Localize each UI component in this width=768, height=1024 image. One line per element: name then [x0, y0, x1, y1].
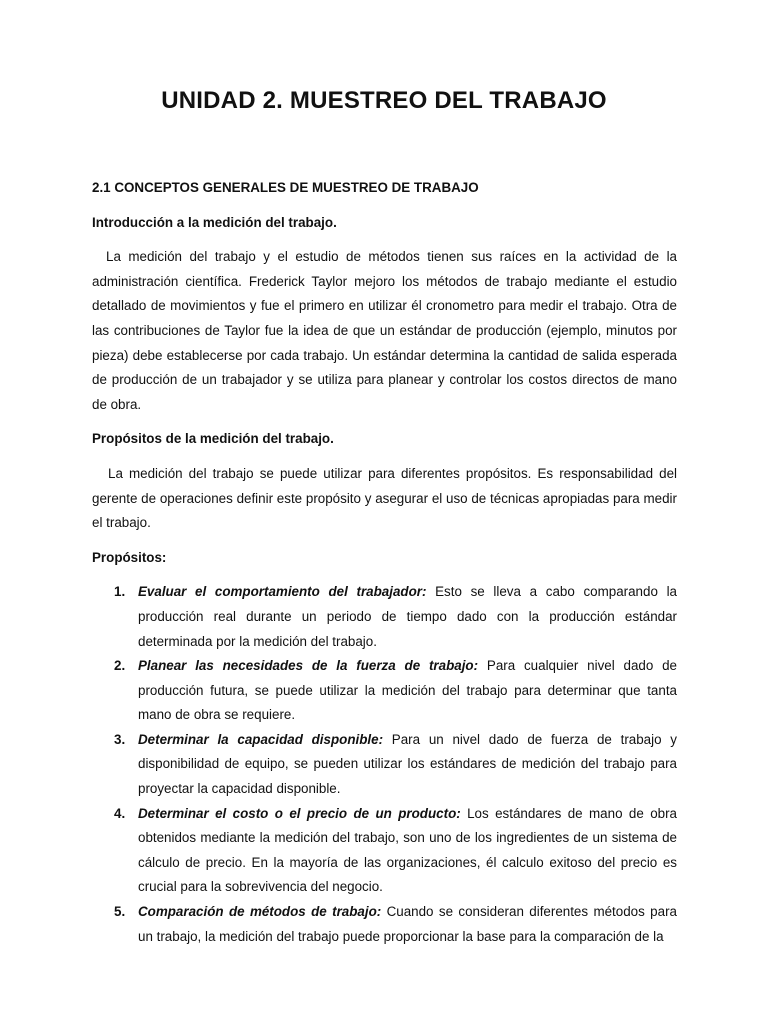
- document-body: [92, 176, 677, 949]
- section-heading: 2.1 CONCEPTOS GENERALES DE MUESTREO DE TRABAJO: [92, 180, 479, 195]
- list-item-number: 3.: [114, 731, 126, 747]
- document-title: UNIDAD 2. MUESTREO DEL TRABAJO: [161, 87, 607, 114]
- list-item-lead: Comparación de métodos de trabajo:: [138, 904, 387, 920]
- list-item-number: 1.: [114, 584, 126, 600]
- list-item: [92, 802, 677, 900]
- list-item-lead: Planear las necesidades de la fuerza de trabajo:: [138, 658, 487, 674]
- list-item-text: Cuando se consideran diferentes métodos para un trabajo, la medición del trabajo puede proporcionar la base para la comparación de la: [138, 904, 677, 944]
- list-item: [92, 728, 677, 802]
- purposes-list: [92, 580, 677, 949]
- list-item-lead: Determinar la capacidad disponible:: [138, 731, 392, 747]
- list-item: [92, 580, 677, 654]
- list-item-text: Los estándares de mano de obra obtenidos mediante la medición del trabajo, son uno de los ingredientes de un sistema de cálculo de precio. En la mayoría de las organizaciones, él calculo exitoso del precio es crucial para la sobrevivencia del negocio.: [138, 805, 677, 895]
- intro-paragraph: La medición del trabajo y el estudio de métodos tienen sus raíces en la actividad de la administración científica. Frederick Taylor mejoro los métodos de trabajo mediante el estudio detallado de movimientos y fue el primero en utilizar él cronometro para medir el trabajo. Otra de las contribuciones de Taylor fue la idea de que un estándar de producción (ejemplo, minutos por pieza) debe establecerse por cada trabajo. Un estándar determina la cantidad de salida esperada de producción de un trabajador y se utiliza para planear y controlar los costos directos de mano de obra.: [92, 249, 677, 412]
- list-item-number: 4.: [114, 805, 126, 821]
- list-item-number: 2.: [114, 658, 126, 674]
- list-item-text: Para un nivel dado de fuerza de trabajo y disponibilidad de equipo, se pueden utilizar los estándares de medición del trabajo para proyectar la capacidad disponible.: [138, 731, 677, 797]
- list-heading: Propósitos:: [92, 549, 167, 565]
- intro-heading: Introducción a la medición del trabajo.: [92, 214, 337, 230]
- list-item-lead: Evaluar el comportamiento del trabajador:: [138, 584, 436, 600]
- purposes-heading: Propósitos de la medición del trabajo.: [92, 431, 334, 447]
- list-item-text: Esto se lleva a cabo comparando la producción real durante un periodo de tiempo dado con la producción estándar determinada por la medición del trabajo.: [138, 584, 677, 649]
- list-item: [92, 654, 677, 728]
- purposes-paragraph: La medición del trabajo se puede utilizar para diferentes propósitos. Es responsabilidad del gerente de operaciones definir este propósito y asegurar el uso de técnicas apropiadas para medir el trabajo.: [92, 465, 677, 531]
- list-item: [92, 900, 677, 949]
- list-item-text: Para cualquier nivel dado de producción futura, se puede utilizar la medición del trabajo para determinar que tanta mano de obra se requiere.: [138, 658, 678, 723]
- list-item-lead: Determinar el costo o el precio de un producto:: [138, 805, 468, 821]
- list-item-number: 5.: [114, 904, 126, 920]
